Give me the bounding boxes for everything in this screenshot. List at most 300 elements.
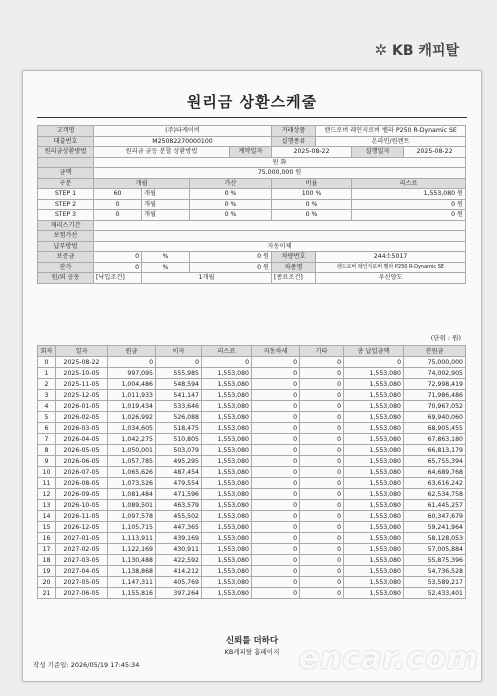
grace-label: 재리스기간: [38, 220, 94, 231]
schedule-cell: 13: [38, 500, 56, 511]
schedule-cell: 1,553,080: [344, 423, 404, 434]
schedule-header-cell: 총 납입금액: [344, 346, 404, 357]
schedule-header-cell: 원금: [108, 346, 156, 357]
schedule-cell: 0: [252, 412, 300, 423]
schedule-cell: 518,475: [156, 423, 202, 434]
schedule-cell: 70,967,052: [404, 401, 466, 412]
step-name: STEP 1: [38, 189, 94, 200]
kb-star-icon: ✲: [374, 41, 388, 59]
customer-value: (주)타케이비: [94, 126, 272, 137]
schedule-cell: 1,553,080: [344, 566, 404, 577]
step-add: 0 %: [190, 199, 272, 210]
schedule-cell: 19: [38, 566, 56, 577]
schedule-cell: 71,986,486: [404, 390, 466, 401]
schedule-cell: 0: [252, 544, 300, 555]
schedule-cell: 0: [252, 434, 300, 445]
residual-pct: %: [142, 262, 190, 273]
schedule-cell: 2026-03-05: [56, 423, 108, 434]
schedule-cell: 5: [38, 412, 56, 423]
step-add-header: 가산: [190, 178, 272, 189]
exec-date-label: 실행일자: [352, 147, 404, 158]
schedule-cell: 0: [38, 357, 56, 368]
schedule-row: [38, 379, 466, 390]
schedule-row: [38, 456, 466, 467]
insurance-value: [94, 231, 466, 242]
schedule-cell: 74,002,905: [404, 368, 466, 379]
schedule-cell: 72,998,419: [404, 379, 466, 390]
pay-method-label: 납부방법: [38, 241, 94, 252]
schedule-cell: 503,079: [156, 445, 202, 456]
schedule-cell: 1,105,715: [108, 522, 156, 533]
schedule-row: [38, 566, 466, 577]
schedule-sheet: [22, 70, 482, 682]
schedule-row: [38, 533, 466, 544]
schedule-cell: 2026-08-05: [56, 478, 108, 489]
schedule-cell: 1,553,080: [202, 522, 252, 533]
schedule-cell: 0: [156, 357, 202, 368]
schedule-cell: 0: [252, 390, 300, 401]
schedule-cell: 439,169: [156, 533, 202, 544]
schedule-cell: 2026-11-05: [56, 511, 108, 522]
schedule-cell: 0: [108, 357, 156, 368]
amount-label: 금액: [38, 168, 94, 179]
schedule-cell: 1,553,080: [202, 500, 252, 511]
schedule-cell: 471,596: [156, 489, 202, 500]
schedule-cell: 20: [38, 577, 56, 588]
customer-label: 고객명: [38, 126, 94, 137]
schedule-cell: 10: [38, 467, 56, 478]
step-fee: 0 원: [352, 210, 466, 221]
schedule-cell: 2027-01-05: [56, 533, 108, 544]
schedule-cell: 65,755,394: [404, 456, 466, 467]
principal-corner: [38, 157, 94, 168]
schedule-header-cell: 지동차세: [252, 346, 300, 357]
schedule-row: [38, 368, 466, 379]
schedule-cell: 1,050,001: [108, 445, 156, 456]
schedule-cell: 1,113,911: [108, 533, 156, 544]
schedule-cell: 11: [38, 478, 56, 489]
step-unit: 개월: [142, 210, 190, 221]
residual-won: 0 원: [190, 262, 272, 273]
loan-no-label: 대출번호: [38, 136, 94, 147]
insurance-label: 보험가산: [38, 231, 94, 242]
schedule-cell: 62,534,758: [404, 489, 466, 500]
schedule-cell: 0: [252, 489, 300, 500]
schedule-cell: 55,875,396: [404, 555, 466, 566]
schedule-cell: 1,553,080: [344, 489, 404, 500]
schedule-cell: 0: [300, 522, 344, 533]
schedule-cell: 422,592: [156, 555, 202, 566]
schedule-cell: 3: [38, 390, 56, 401]
schedule-cell: 63,616,242: [404, 478, 466, 489]
schedule-cell: 1,553,080: [344, 368, 404, 379]
step-months: 0: [94, 199, 142, 210]
schedule-row: [38, 357, 466, 368]
schedule-cell: 487,454: [156, 467, 202, 478]
schedule-cell: 1,089,501: [108, 500, 156, 511]
schedule-cell: 0: [252, 368, 300, 379]
schedule-cell: 1,553,080: [344, 544, 404, 555]
schedule-cell: 997,095: [108, 368, 156, 379]
step-fee: 1,553,080 원: [352, 189, 466, 200]
document-title: 원리금 상환스케줄: [186, 93, 318, 111]
contract-info-table: [37, 125, 466, 284]
schedule-row: [38, 588, 466, 599]
schedule-cell: 1,553,080: [202, 555, 252, 566]
schedule-cell: 0: [300, 434, 344, 445]
title-divider: [37, 117, 467, 118]
deposit-won: 0 원: [190, 252, 272, 263]
schedule-cell: 0: [252, 401, 300, 412]
schedule-cell: 1,065,626: [108, 467, 156, 478]
schedule-cell: 1,553,080: [202, 577, 252, 588]
schedule-cell: 1,553,080: [202, 423, 252, 434]
schedule-cell: 1,073,526: [108, 478, 156, 489]
schedule-cell: 2026-01-05: [56, 401, 108, 412]
step-unit: 개월: [142, 189, 190, 200]
schedule-header-cell: 기타: [300, 346, 344, 357]
schedule-cell: 2026-12-05: [56, 522, 108, 533]
schedule-cell: 2027-06-05: [56, 588, 108, 599]
schedule-cell: 414,212: [156, 566, 202, 577]
schedule-cell: 0: [252, 555, 300, 566]
schedule-cell: 69,940,060: [404, 412, 466, 423]
step-fee-header: 리스료: [352, 178, 466, 189]
schedule-cell: 1,553,080: [344, 434, 404, 445]
schedule-cell: 21: [38, 588, 56, 599]
schedule-cell: 14: [38, 511, 56, 522]
step-name: STEP 3: [38, 210, 94, 221]
schedule-cell: 0: [300, 555, 344, 566]
schedule-cell: 8: [38, 445, 56, 456]
schedule-cell: 0: [300, 566, 344, 577]
schedule-cell: 0: [252, 533, 300, 544]
schedule-cell: 0: [300, 500, 344, 511]
one-month-value: 1개월: [142, 273, 272, 284]
schedule-cell: 18: [38, 555, 56, 566]
residual-value: 0: [94, 262, 142, 273]
schedule-cell: 2: [38, 379, 56, 390]
footer-company: KB캐피탈 홈페이지: [224, 648, 280, 656]
schedule-cell: 0: [300, 588, 344, 599]
step-ratio-header: 비율: [272, 178, 352, 189]
schedule-cell: 1,553,080: [202, 533, 252, 544]
exec-date-value: 2025-08-22: [404, 147, 466, 158]
schedule-cell: 1,553,080: [202, 467, 252, 478]
schedule-cell: 52,433,401: [404, 588, 466, 599]
schedule-row: [38, 500, 466, 511]
schedule-cell: 447,365: [156, 522, 202, 533]
step-header: 구분: [38, 178, 94, 189]
footer-slogan: 신뢰를 더하다: [225, 636, 279, 646]
deposit-pct: %: [142, 252, 190, 263]
schedule-row: [38, 489, 466, 500]
schedule-cell: 1,553,080: [344, 456, 404, 467]
schedule-cell: 59,241,964: [404, 522, 466, 533]
deposit-label: 보증금: [38, 252, 94, 263]
end-status-value: 우선양도: [316, 273, 466, 284]
schedule-cell: 0: [300, 368, 344, 379]
schedule-cell: 1,553,080: [344, 478, 404, 489]
schedule-cell: 0: [300, 511, 344, 522]
schedule-cell: 2027-02-05: [56, 544, 108, 555]
schedule-cell: 6: [38, 423, 56, 434]
schedule-row: [38, 522, 466, 533]
schedule-cell: 541,147: [156, 390, 202, 401]
schedule-cell: 1,553,080: [344, 533, 404, 544]
schedule-cell: 0: [252, 357, 300, 368]
contract-date-label: 계약일자: [230, 147, 272, 158]
schedule-cell: 1,553,080: [202, 401, 252, 412]
schedule-row: [38, 434, 466, 445]
schedule-cell: 0: [252, 379, 300, 390]
grace-value: [94, 220, 466, 231]
schedule-cell: 68,905,455: [404, 423, 466, 434]
schedule-cell: 0: [300, 533, 344, 544]
product-value: 랜드로버 레인지로버 벨라 P250 R-Dynamic SE: [316, 126, 466, 137]
schedule-cell: 2027-05-05: [56, 577, 108, 588]
schedule-cell: 57,005,884: [404, 544, 466, 555]
schedule-cell: 1,553,080: [202, 379, 252, 390]
schedule-cell: 0: [300, 423, 344, 434]
schedule-cell: 2025-12-05: [56, 390, 108, 401]
schedule-row: [38, 423, 466, 434]
schedule-cell: 1,553,080: [202, 412, 252, 423]
schedule-header-cell: 이자: [156, 346, 202, 357]
schedule-cell: 0: [252, 566, 300, 577]
schedule-cell: 53,589,217: [404, 577, 466, 588]
schedule-cell: 67,863,180: [404, 434, 466, 445]
schedule-cell: 0: [300, 379, 344, 390]
residual-label: 잔가: [38, 262, 94, 273]
schedule-cell: 1,155,816: [108, 588, 156, 599]
step-ratio: 100 %: [272, 189, 352, 200]
schedule-cell: 0: [202, 357, 252, 368]
step-name: STEP 2: [38, 199, 94, 210]
schedule-cell: 1,553,080: [344, 445, 404, 456]
schedule-cell: 533,646: [156, 401, 202, 412]
schedule-cell: 16: [38, 533, 56, 544]
schedule-cell: 2026-07-05: [56, 467, 108, 478]
car-type-value: 랜드로버 레인지로버 벨라 P250 R-Dynamic SE: [316, 262, 466, 273]
schedule-cell: 0: [300, 357, 344, 368]
schedule-cell: 0: [252, 467, 300, 478]
schedule-cell: 0: [252, 423, 300, 434]
schedule-cell: 1,553,080: [202, 478, 252, 489]
step-add: 0 %: [190, 210, 272, 221]
schedule-cell: 1,553,080: [344, 500, 404, 511]
schedule-cell: 2025-08-22: [56, 357, 108, 368]
schedule-cell: 555,985: [156, 368, 202, 379]
schedule-cell: 0: [252, 588, 300, 599]
step-ratio: 0 %: [272, 199, 352, 210]
step-months: 60: [94, 189, 142, 200]
schedule-cell: 2026-09-05: [56, 489, 108, 500]
schedule-row: [38, 478, 466, 489]
schedule-cell: 1,097,578: [108, 511, 156, 522]
schedule-cell: 1,057,785: [108, 456, 156, 467]
schedule-cell: 1,553,080: [202, 511, 252, 522]
schedule-cell: 2026-02-05: [56, 412, 108, 423]
schedule-cell: 17: [38, 544, 56, 555]
schedule-row: [38, 555, 466, 566]
schedule-cell: 0: [300, 456, 344, 467]
schedule-cell: 0: [252, 511, 300, 522]
schedule-cell: 2026-04-05: [56, 434, 108, 445]
schedule-cell: 0: [252, 577, 300, 588]
schedule-cell: 12: [38, 489, 56, 500]
step-ratio: 0 %: [272, 210, 352, 221]
schedule-row: [38, 390, 466, 401]
schedule-cell: 0: [252, 456, 300, 467]
schedule-cell: 2026-06-05: [56, 456, 108, 467]
repayment-schedule-table: [37, 345, 466, 599]
schedule-cell: 1,019,434: [108, 401, 156, 412]
schedule-cell: 0: [300, 412, 344, 423]
schedule-cell: 1,553,080: [202, 566, 252, 577]
created-date: 작성 기준일: 2026/05/19 17:45:34: [33, 661, 140, 669]
schedule-cell: 0: [252, 445, 300, 456]
schedule-cell: 75,000,000: [404, 357, 466, 368]
schedule-header-row: [38, 346, 466, 357]
schedule-cell: 526,088: [156, 412, 202, 423]
schedule-cell: 1,147,311: [108, 577, 156, 588]
schedule-row: [38, 511, 466, 522]
watermark: encar.com: [298, 641, 479, 676]
schedule-cell: 1: [38, 368, 56, 379]
schedule-cell: 1,553,080: [344, 511, 404, 522]
schedule-cell: 479,554: [156, 478, 202, 489]
schedule-row: [38, 401, 466, 412]
schedule-cell: 66,813,179: [404, 445, 466, 456]
schedule-cell: 405,769: [156, 577, 202, 588]
schedule-cell: 397,264: [156, 588, 202, 599]
schedule-cell: 548,594: [156, 379, 202, 390]
schedule-row: [38, 577, 466, 588]
schedule-cell: 1,026,992: [108, 412, 156, 423]
step-unit: 개월: [142, 199, 190, 210]
schedule-cell: 1,553,080: [344, 555, 404, 566]
schedule-cell: 2027-04-05: [56, 566, 108, 577]
schedule-cell: 1,553,080: [202, 445, 252, 456]
car-type-label: 차종명: [272, 262, 316, 273]
schedule-cell: 0: [344, 357, 404, 368]
schedule-cell: 0: [300, 489, 344, 500]
schedule-cell: 1,130,488: [108, 555, 156, 566]
schedule-cell: 0: [300, 467, 344, 478]
schedule-cell: 1,553,080: [344, 467, 404, 478]
schedule-cell: 61,445,257: [404, 500, 466, 511]
assoc-label: 원/외 공동: [38, 273, 94, 284]
schedule-cell: 2025-10-05: [56, 368, 108, 379]
schedule-cell: 0: [300, 445, 344, 456]
schedule-cell: 1,553,080: [202, 456, 252, 467]
pay-method-value: 자동이체: [94, 241, 466, 252]
brand-logo: [374, 40, 459, 60]
schedule-cell: 1,034,605: [108, 423, 156, 434]
schedule-row: [38, 445, 466, 456]
schedule-row: [38, 544, 466, 555]
joint-value: [낙입조건]: [94, 273, 142, 284]
step-add: 0 %: [190, 189, 272, 200]
amount-value: 75,000,000 원: [94, 168, 466, 179]
end-value: [종료조건]: [272, 273, 316, 284]
schedule-cell: 0: [300, 390, 344, 401]
schedule-row: [38, 467, 466, 478]
car-no-label: 차량번호: [272, 252, 316, 263]
schedule-cell: 64,689,768: [404, 467, 466, 478]
schedule-cell: 0: [252, 478, 300, 489]
schedule-cell: 1,004,486: [108, 379, 156, 390]
schedule-cell: 1,553,080: [344, 577, 404, 588]
principal-header: 원 화: [94, 157, 466, 168]
schedule-header-cell: 잔원금: [404, 346, 466, 357]
schedule-cell: 1,553,080: [202, 489, 252, 500]
schedule-cell: 1,553,080: [202, 390, 252, 401]
schedule-cell: 1,042,275: [108, 434, 156, 445]
schedule-cell: 2025-11-05: [56, 379, 108, 390]
exec-type-value: 온라인/원렌트: [316, 136, 466, 147]
contract-date-value: 2025-08-22: [272, 147, 352, 158]
schedule-cell: 0: [252, 522, 300, 533]
deposit-value: 0: [94, 252, 142, 263]
schedule-cell: 0: [300, 401, 344, 412]
schedule-cell: 1,553,080: [202, 588, 252, 599]
schedule-cell: 2026-05-05: [56, 445, 108, 456]
schedule-cell: 7: [38, 434, 56, 445]
schedule-header-cell: 일자: [56, 346, 108, 357]
schedule-cell: 1,553,080: [344, 522, 404, 533]
repay-method-value: 원리금 균등 분할 상환방법: [94, 147, 230, 158]
repay-method-label: 원리금상환방법: [38, 147, 94, 158]
schedule-header-cell: 리스료: [202, 346, 252, 357]
schedule-cell: 0: [300, 478, 344, 489]
product-label: 거래상품: [272, 126, 316, 137]
schedule-cell: 455,502: [156, 511, 202, 522]
schedule-cell: 1,553,080: [344, 379, 404, 390]
schedule-cell: 1,122,169: [108, 544, 156, 555]
schedule-cell: 1,081,484: [108, 489, 156, 500]
schedule-cell: 1,553,080: [344, 401, 404, 412]
schedule-cell: 0: [300, 577, 344, 588]
schedule-cell: 4: [38, 401, 56, 412]
loan-no-value: M25082270000100: [94, 136, 272, 147]
schedule-cell: 495,295: [156, 456, 202, 467]
schedule-header-cell: 회차: [38, 346, 56, 357]
schedule-cell: 9: [38, 456, 56, 467]
schedule-cell: 2027-03-05: [56, 555, 108, 566]
step-months-header: 개월: [94, 178, 190, 189]
exec-type-label: 실행종류: [272, 136, 316, 147]
schedule-cell: 2026-10-05: [56, 500, 108, 511]
schedule-cell: 1,011,933: [108, 390, 156, 401]
schedule-cell: 1,553,080: [202, 434, 252, 445]
step-fee: 0 원: [352, 199, 466, 210]
schedule-cell: 0: [300, 544, 344, 555]
schedule-cell: 15: [38, 522, 56, 533]
brand-name: KB 캐피탈: [392, 43, 459, 59]
car-no-value: 244소5017: [316, 252, 466, 263]
schedule-cell: 430,911: [156, 544, 202, 555]
schedule-cell: 54,736,528: [404, 566, 466, 577]
schedule-cell: 1,553,080: [202, 544, 252, 555]
schedule-row: [38, 412, 466, 423]
schedule-cell: 60,347,679: [404, 511, 466, 522]
schedule-cell: 1,553,080: [344, 588, 404, 599]
schedule-cell: 1,553,080: [344, 390, 404, 401]
schedule-cell: 0: [252, 500, 300, 511]
schedule-cell: 1,553,080: [344, 412, 404, 423]
